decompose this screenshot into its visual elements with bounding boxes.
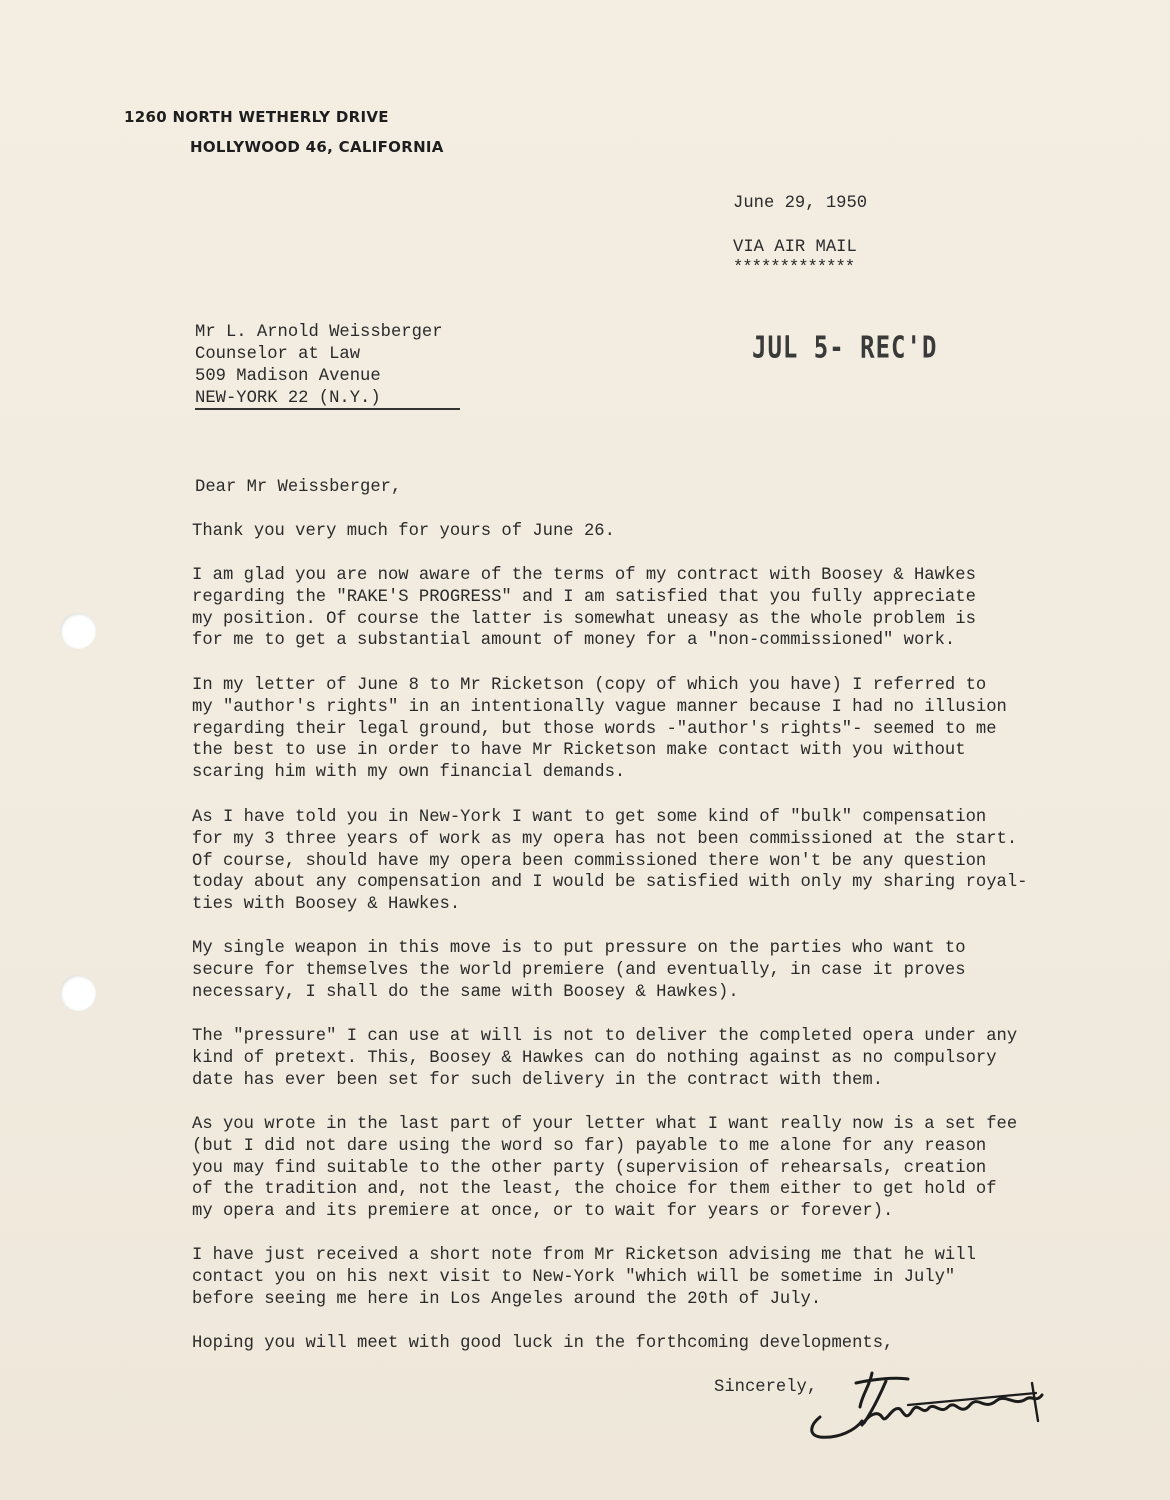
text-line: Thank you very much for yours of June 26. [192,522,615,541]
text-line: contact you on his next visit to New-York "which will be sometime in July" [192,1267,956,1287]
closing: Sincerely, [714,1378,818,1397]
text-line: I have just received a short note from Mr Ricketson advising me that he will [192,1246,976,1265]
text-line: In my letter of June 8 to Mr Ricketson (copy of which you have) I referred to [192,676,987,695]
recipient-title: Counselor at Law [195,345,361,364]
air-mail-stars: ************* [733,259,855,278]
paragraph-5 [192,938,1092,1003]
text-line: my opera and its premiere at once, or to wait for years or forever). [192,1202,894,1222]
text-line: secure for themselves the world premiere (and eventually, in case it proves [192,960,966,980]
letterhead-city: HOLLYWOOD 46, CALIFORNIA [190,138,444,156]
text-line: you may find suitable to the other party (supervision of rehearsals, creation [192,1158,987,1178]
text-line: for my 3 three years of work as my opera has not been commissioned at the start. [192,829,1018,849]
paragraph-2 [192,565,1092,652]
text-line: regarding their legal ground, but those words -"author's rights"- seemed to me [192,719,997,739]
text-line: for me to get a substantial amount of money for a "non-commissioned" work. [192,631,956,651]
text-line: today about any compensation and I would be satisfied with only my sharing royal- [192,873,1028,893]
text-line: scaring him with my own financial demands. [192,763,626,783]
paragraph-9 [192,1333,1092,1355]
text-line: necessary, I shall do the same with Boosey & Hawkes). [192,982,739,1002]
text-line: kind of pretext. This, Boosey & Hawkes can do nothing against as no compulsory [192,1048,997,1068]
text-line: As I have told you in New-York I want to get some kind of "bulk" compensation [192,808,987,827]
text-line: ties with Boosey & Hawkes. [192,895,461,915]
punch-hole-top [60,613,96,649]
recipient-city: NEW-YORK 22 (N.Y.) [195,389,381,408]
recipient-street: 509 Madison Avenue [195,367,381,386]
text-line: As you wrote in the last part of your letter what I want really now is a set fee [192,1115,1018,1134]
text-line: of the tradition and, not the least, the choice for them either to get hold of [192,1180,997,1200]
punch-hole-bottom [60,975,96,1011]
text-line: my position. Of course the latter is somewhat uneasy as the whole problem is [192,609,976,629]
paragraph-7 [192,1114,1092,1223]
paragraph-8 [192,1245,1092,1310]
text-line: (but I did not dare using the word so far) payable to me alone for any reason [192,1136,987,1156]
text-line: my "author's rights" in an intentionally vague manner because I had no illusion [192,697,1007,717]
text-line: I am glad you are now aware of the terms of my contract with Boosey & Hawkes [192,566,976,585]
text-line: regarding the "RAKE'S PROGRESS" and I am satisfied that you fully appreciate [192,587,976,607]
signature-image [800,1365,1060,1455]
paragraph-3 [192,675,1092,784]
via-air-mail: VIA AIR MAIL [733,238,857,257]
text-line: Hoping you will meet with good luck in the forthcoming developments, [192,1334,894,1353]
recipient-name: Mr L. Arnold Weissberger [195,323,443,342]
salutation: Dear Mr Weissberger, [195,478,402,497]
letter-date: June 29, 1950 [733,194,868,213]
text-line: Of course, should have my opera been commissioned there won't be any question [192,851,987,871]
address-underline [195,408,460,410]
paragraph-1 [192,521,1092,543]
text-line: the best to use in order to have Mr Ricketson make contact with you without [192,741,966,761]
text-line: before seeing me here in Los Angeles around the 20th of July. [192,1289,822,1309]
letterhead-street: 1260 NORTH WETHERLY DRIVE [124,108,389,126]
paragraph-6 [192,1026,1092,1091]
text-line: The "pressure" I can use at will is not to deliver the completed opera under any [192,1027,1018,1046]
text-line: My single weapon in this move is to put pressure on the parties who want to [192,939,966,958]
text-line: date has ever been set for such delivery in the contract with them. [192,1070,884,1090]
received-stamp: JUL 5- REC'D [752,330,938,365]
paragraph-4 [192,807,1092,916]
